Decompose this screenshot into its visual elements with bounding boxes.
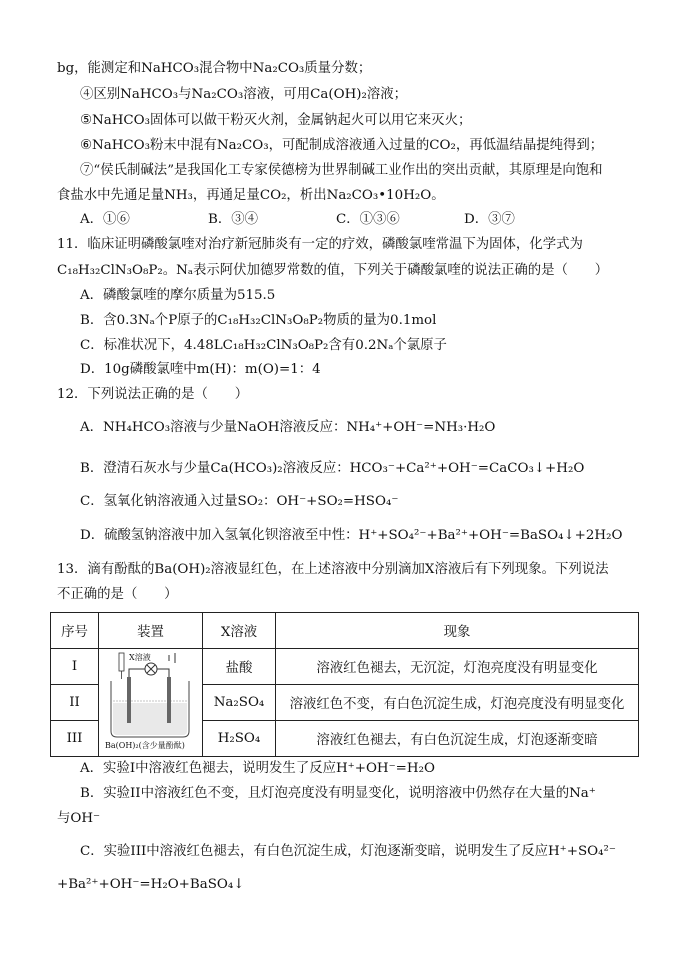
- q10-option-b[interactable]: B．③④: [208, 212, 259, 227]
- q11-option-d[interactable]: D．10g磷酸氯喹中m(H)：m(O)=1：4: [80, 362, 321, 377]
- q13-option-c[interactable]: C．实验III中溶液红色褪去，有白色沉淀生成，灯泡逐渐变暗，说明发生了反应H⁺+SO₄²⁻: [80, 844, 616, 859]
- q10-option-d[interactable]: D．③⑦: [464, 212, 515, 227]
- header-phenomenon: 现象: [276, 613, 639, 649]
- row-index: I: [51, 649, 99, 685]
- row-phenomenon: 溶液红色褪去，无沉淀，灯泡亮度没有明显变化: [276, 649, 639, 685]
- text-line: 食盐水中先通足量NH₃，再通足量CO₂，析出Na₂CO₃•10H₂O。: [57, 188, 445, 203]
- text-line: ⑤NaHCO₃固体可以做干粉灭火剂，金属钠起火可以用它来灭火；: [80, 113, 472, 128]
- row-index: III: [51, 721, 99, 757]
- q12-option-a[interactable]: A．NH₄HCO₃溶液与少量NaOH溶液反应：NH₄⁺+OH⁻=NH₃·H₂O: [80, 420, 496, 435]
- q11-option-a[interactable]: A．磷酸氯喹的摩尔质量为515.5: [80, 288, 276, 303]
- q10-option-c[interactable]: C．①③⑥: [336, 212, 400, 227]
- q12-option-b[interactable]: B．澄清石灰水与少量Ca(HCO₃)₂溶液反应：HCO₃⁻+Ca²⁺+OH⁻=CaCO₃↓+H₂O: [80, 461, 585, 476]
- text-line: ④区别NaHCO₃与Na₂CO₃溶液，可用Ca(OH)₂溶液；: [80, 87, 408, 102]
- q10-options: [80, 211, 592, 229]
- q12-option-d[interactable]: D．硫酸氢钠溶液中加入氢氧化钡溶液至中性：H⁺+SO₄²⁻+Ba²⁺+OH⁻=BaSO₄↓+2H₂O: [80, 528, 623, 543]
- row-index: II: [51, 685, 99, 721]
- q13-stem: 13．滴有酚酞的Ba(OH)₂溶液显红色，在上述溶液中分别滴加X溶液后有下列现象。下列说法: [57, 562, 609, 577]
- q13-option-a[interactable]: A．实验I中溶液红色褪去，说明发生了反应H⁺+OH⁻=H₂O: [80, 761, 435, 776]
- q11-option-b[interactable]: B．含0.3Nₐ个P原子的C₁₈H₃₂ClN₃O₈P₂物质的量为0.1mol: [80, 313, 437, 328]
- q13-option-c-cont: +Ba²⁺+OH⁻=H₂O+BaSO₄↓: [57, 877, 245, 892]
- text-line: ⑦“侯氏制碱法”是我国化工专家侯德榜为世界制碱工业作出的突出贡献，其原理是向饱和: [80, 163, 603, 178]
- row-phenomenon: 溶液红色褪去，有白色沉淀生成，灯泡逐渐变暗: [276, 721, 639, 757]
- q12-option-c[interactable]: C．氢氧化钠溶液通入过量SO₂：OH⁻+SO₂=HSO₄⁻: [80, 494, 399, 509]
- q13-option-b[interactable]: B．实验II中溶液红色不变，且灯泡亮度没有明显变化，说明溶液中仍然存在大量的Na⁺: [80, 786, 596, 801]
- q13-stem-cont: 不正确的是（ ）: [57, 587, 178, 602]
- table-row: [51, 649, 639, 685]
- experiment-table: [50, 612, 639, 757]
- row-x-solution: H₂SO₄: [203, 721, 276, 757]
- header-apparatus: 装置: [99, 613, 203, 649]
- table-header-row: [51, 613, 639, 649]
- apparatus-label-solution: Ba(OH)₂(含少量酚酞): [105, 741, 185, 750]
- apparatus-cell: [99, 649, 203, 757]
- text-line: ⑥NaHCO₃粉末中混有Na₂CO₃，可配制成溶液通入过量的CO₂，再低温结晶提纯得到；: [80, 138, 604, 153]
- apparatus-label-x: X溶液: [129, 653, 151, 662]
- row-x-solution: Na₂SO₄: [203, 685, 276, 721]
- q10-option-a[interactable]: A．①⑥: [80, 212, 130, 227]
- q13-option-b-cont: 与OH⁻: [57, 811, 101, 826]
- q11-stem-cont: C₁₈H₃₂ClN₃O₈P₂。Nₐ表示阿伏加德罗常数的值，下列关于磷酸氯喹的说法正确的是（ ）: [57, 263, 609, 278]
- row-phenomenon: 溶液红色不变，有白色沉淀生成，灯泡亮度没有明显变化: [276, 685, 639, 721]
- header-index: 序号: [51, 613, 99, 649]
- row-x-solution: 盐酸: [203, 649, 276, 685]
- text-line: bg，能测定和NaHCO₃混合物中Na₂CO₃质量分数；: [57, 61, 372, 76]
- q11-option-c[interactable]: C．标准状况下，4.48LC₁₈H₃₂ClN₃O₈P₂含有0.2Nₐ个氯原子: [80, 338, 447, 353]
- q12-stem: 12．下列说法正确的是（ ）: [57, 387, 249, 402]
- apparatus-diagram: [101, 651, 199, 753]
- header-x-solution: X溶液: [203, 613, 276, 649]
- q11-stem: 11．临床证明磷酸氯喹对治疗新冠肺炎有一定的疗效，磷酸氯喹常温下为固体，化学式为: [57, 237, 583, 252]
